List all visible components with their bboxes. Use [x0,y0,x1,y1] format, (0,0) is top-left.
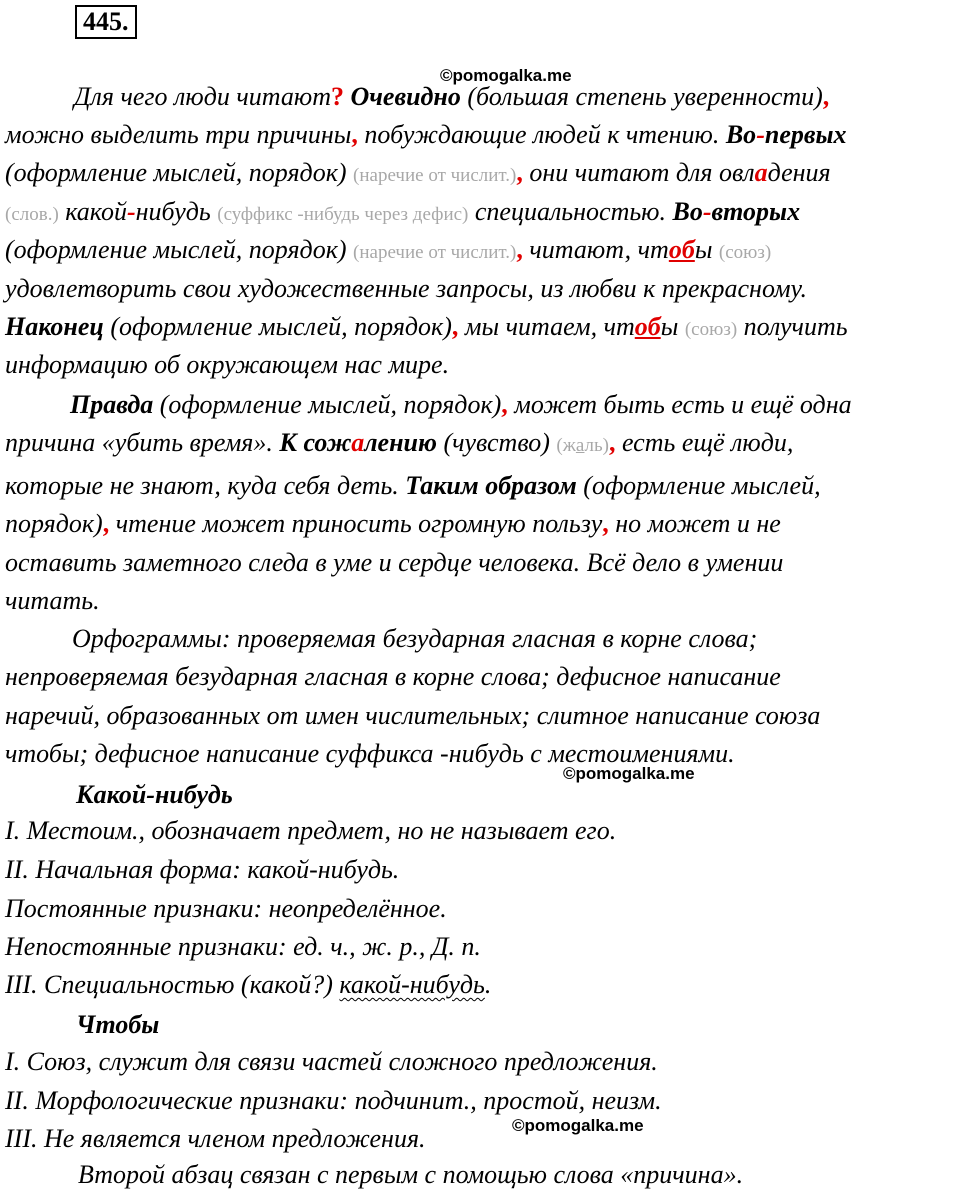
text-line: которые не знают, куда себя деть. Таким образом (оформление мыслей, [5,471,821,500]
text-line: (слов.) какой-нибудь (суффикс -нибудь через дефис) специальностью. Во-вторых [5,197,801,226]
text-line: Орфограммы: проверяемая безударная гласная в корне слова; [72,624,758,653]
text-line: причина «убить время». К сожалению (чувство) (жаль), есть ещё люди, [5,428,794,457]
conclusion: Второй абзац связан с первым с помощью слова «причина». [78,1160,744,1189]
text-line: чтобы; дефисное написание суффикса -нибудь с местоимениями. [5,739,735,768]
text-line: (оформление мыслей, порядок) (наречие от числит.), читают, чтобы (союз) [5,235,772,264]
text-line: (оформление мыслей, порядок) (наречие от числит.), они читают для овладения [5,158,831,187]
text-line: удовлетворить свои художественные запросы, из любви к прекрасному. [5,274,807,303]
text-line: II. Морфологические признаки: подчинит., простой, неизм. [5,1086,662,1115]
section-title: Какой-нибудь [76,780,233,809]
watermark: ©pomogalka.me [563,764,695,783]
text-line: порядок), чтение может приносить огромную пользу, но может и не [5,509,781,538]
text-line: Правда (оформление мыслей, порядок), может быть есть и ещё одна [70,390,852,419]
text-line: II. Начальная форма: какой-нибудь. [5,855,400,884]
text-line: информацию об окружающем нас мире. [5,350,450,379]
exercise-number: 445. [75,5,137,39]
text-line: читать. [5,586,100,615]
text-line: Непостоянные признаки: ед. ч., ж. р., Д. п. [5,932,481,961]
text-line: оставить заметного следа в уме и сердце человека. Всё дело в умении [5,548,784,577]
text-line: Для чего люди читают? Очевидно (большая степень уверенности), [74,82,830,111]
text-line: I. Местоим., обозначает предмет, но не называет его. [5,816,617,845]
text-line: III. Не является членом предложения. [5,1124,426,1153]
text-line: Постоянные признаки: неопределённое. [5,894,447,923]
text-line: Наконец (оформление мыслей, порядок), мы читаем, чтобы (союз) получить [5,312,848,341]
text-line: III. Специальностью (какой?) какой-нибудь. [5,970,492,999]
watermark: ©pomogalka.me [512,1116,644,1135]
section-title: Чтобы [76,1010,160,1039]
text-line: наречий, образованных от имен числительных; слитное написание союза [5,701,821,730]
text-line: непроверяемая безударная гласная в корне слова; дефисное написание [5,662,781,691]
watermark: ©pomogalka.me [440,66,572,85]
text-line: I. Союз, служит для связи частей сложного предложения. [5,1047,658,1076]
text-line: можно выделить три причины, побуждающие людей к чтению. Во-первых [5,120,847,149]
